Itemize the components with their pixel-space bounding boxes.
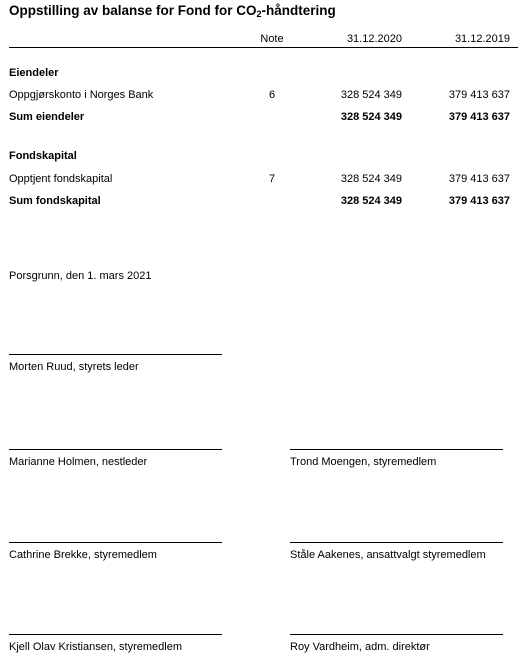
capital-row-2019: 379 413 637 — [448, 173, 510, 185]
signature-line-vice-chair — [9, 449, 222, 450]
signature-cathrine: Cathrine Brekke, styremedlem — [9, 549, 157, 561]
assets-row-note: 6 — [268, 89, 276, 101]
header-note: Note — [260, 33, 284, 45]
header-2019: 31.12.2019 — [454, 33, 510, 45]
signature-line-stale — [290, 542, 503, 543]
signature-director: Roy Vardheim, adm. direktør — [290, 641, 430, 653]
capital-row-note: 7 — [268, 173, 276, 185]
title-prefix: Oppstilling av balanse for Fond for CO — [9, 3, 257, 18]
assets-heading: Eiendeler — [9, 67, 59, 79]
capital-heading: Fondskapital — [9, 150, 77, 162]
capital-sum-label: Sum fondskapital — [9, 195, 101, 207]
signature-vice-chair: Marianne Holmen, nestleder — [9, 456, 148, 468]
header-divider — [9, 47, 518, 48]
place-date: Porsgrunn, den 1. mars 2021 — [9, 270, 152, 282]
title-subscript: 2 — [256, 9, 262, 19]
capital-row-label: Opptjent fondskapital — [9, 173, 113, 185]
signature-line-director — [290, 634, 503, 635]
capital-sum-2019: 379 413 637 — [448, 195, 510, 207]
signature-line-cathrine — [9, 542, 222, 543]
signature-trond: Trond Moengen, styremedlem — [290, 456, 437, 468]
assets-row-2020: 328 524 349 — [340, 89, 402, 101]
header-2020: 31.12.2020 — [346, 33, 402, 45]
signature-line-trond — [290, 449, 503, 450]
title-suffix: -håndtering — [261, 3, 336, 18]
assets-sum-2019: 379 413 637 — [448, 111, 510, 123]
signature-kjell: Kjell Olav Kristiansen, styremedlem — [9, 641, 183, 653]
capital-sum-2020: 328 524 349 — [340, 195, 402, 207]
signature-line-chair — [9, 354, 222, 355]
assets-row-2019: 379 413 637 — [448, 89, 510, 101]
assets-sum-label: Sum eiendeler — [9, 111, 85, 123]
capital-row-2020: 328 524 349 — [340, 173, 402, 185]
signature-chair: Morten Ruud, styrets leder — [9, 361, 139, 373]
document-title — [9, 3, 336, 18]
signature-line-kjell — [9, 634, 222, 635]
assets-sum-2020: 328 524 349 — [340, 111, 402, 123]
assets-row-label: Oppgjørskonto i Norges Bank — [9, 89, 154, 101]
signature-stale: Ståle Aakenes, ansattvalgt styremedlem — [290, 549, 486, 561]
